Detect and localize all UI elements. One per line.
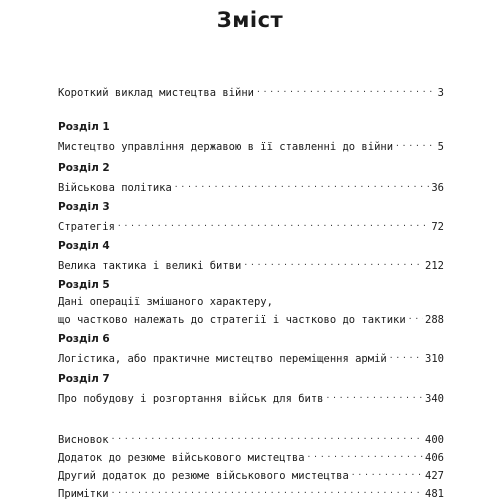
toc-entry-section-4[interactable] — [58, 257, 444, 272]
dot-leader — [389, 350, 423, 362]
toc-entry-notes[interactable] — [58, 485, 444, 500]
toc-entry-text: Логістика, або практичне мистецтво переміщення армій — [58, 353, 387, 365]
toc-page-number: 406 — [425, 452, 444, 464]
toc-page-number: 212 — [425, 260, 444, 272]
toc-page-number: 310 — [425, 353, 444, 365]
toc-entry-text-line: Дані операції змішаного характеру, — [58, 296, 273, 308]
dot-leader — [117, 218, 429, 230]
toc-entry-text: Короткий виклад мистецтва війни — [58, 87, 254, 99]
toc-entry-conclusion[interactable] — [58, 431, 444, 446]
dot-leader — [408, 311, 423, 323]
dot-leader — [174, 179, 430, 191]
toc-page-number: 3 — [437, 87, 444, 99]
toc-page-number: 36 — [431, 182, 444, 194]
toc-page-number: 340 — [425, 393, 444, 405]
toc-entry-section-5[interactable] — [58, 311, 444, 326]
dot-leader — [243, 257, 423, 269]
toc-entry-section-3[interactable] — [58, 218, 444, 233]
toc-entry-text: Про побудову і розгортання військ для битв — [58, 393, 324, 405]
toc-page-number: 427 — [425, 470, 444, 482]
page-title: Зміст — [216, 8, 284, 32]
toc-entry-section-7[interactable] — [58, 390, 444, 405]
section-heading: Розділ 1 — [58, 121, 110, 133]
toc-entry-text: що частково належать до стратегії і частково до тактики — [58, 314, 406, 326]
toc-entry-text: Стратегія — [58, 221, 115, 233]
dot-leader — [351, 467, 423, 479]
toc-page-number: 72 — [431, 221, 444, 233]
toc-entry-text: Додаток до резюме військового мистецтва — [58, 452, 305, 464]
dot-leader — [111, 431, 423, 443]
dot-leader — [256, 84, 436, 96]
section-heading: Розділ 3 — [58, 201, 110, 213]
toc-entry-text: Примітки — [58, 488, 109, 500]
section-heading: Розділ 5 — [58, 279, 110, 291]
dot-leader — [326, 390, 424, 402]
dot-leader — [307, 449, 423, 461]
section-heading: Розділ 7 — [58, 373, 110, 385]
toc-entry-appendix-2[interactable] — [58, 467, 444, 482]
toc-entry-text: Мистецтво управління державою в її ставленні до війни — [58, 141, 394, 153]
toc-entry-text: Велика тактика і великі битви — [58, 260, 242, 272]
toc-entry-section-1[interactable] — [58, 138, 444, 153]
toc-page-number: 481 — [425, 488, 444, 500]
dot-leader — [111, 485, 423, 497]
toc-page-number: 400 — [425, 434, 444, 446]
section-heading: Розділ 4 — [58, 240, 110, 252]
section-heading: Розділ 6 — [58, 333, 110, 345]
toc-entry-text: Військова політика — [58, 182, 172, 194]
toc-entry-section-2[interactable] — [58, 179, 444, 194]
toc-entry-text: Висновок — [58, 434, 109, 446]
toc-entry-section-6[interactable] — [58, 350, 444, 365]
toc-entry-appendix-1[interactable] — [58, 449, 444, 464]
toc-page-number: 5 — [437, 141, 444, 153]
toc-page-number: 288 — [425, 314, 444, 326]
toc-entry-text: Другий додаток до резюме військового мистецтва — [58, 470, 349, 482]
toc-entry-intro[interactable] — [58, 84, 444, 99]
section-heading: Розділ 2 — [58, 162, 110, 174]
dot-leader — [395, 138, 436, 150]
